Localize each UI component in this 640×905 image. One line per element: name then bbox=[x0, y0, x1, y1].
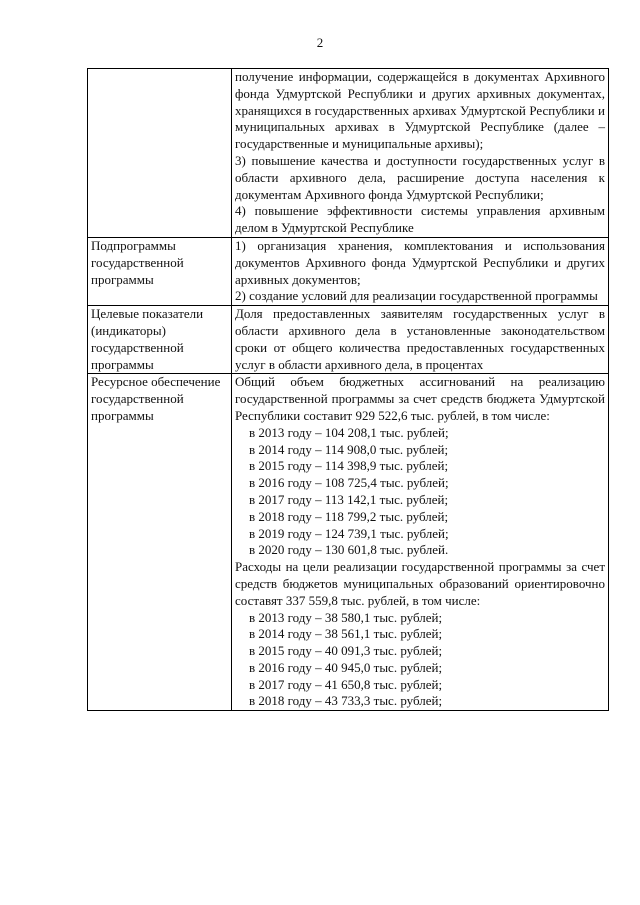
regional-year-line: в 2017 году – 113 142,1 тыс. рублей; bbox=[249, 491, 449, 507]
row-label-resources: Ресурсное обеспечение государственной программы bbox=[88, 374, 232, 711]
municipal-year-line: в 2016 году – 40 945,0 тыс. рублей; bbox=[249, 659, 443, 675]
regional-year-line: в 2013 году – 104 208,1 тыс. рублей; bbox=[249, 424, 449, 440]
table-row-objectives bbox=[88, 69, 609, 238]
objective-paragraph: 3) повышение качества и доступности государственных услуг в области архивного дела, расширение доступа населения к документам Архивного фонда Удмуртской Республики; bbox=[235, 152, 605, 202]
subprograms-cell bbox=[232, 237, 609, 305]
regional-year-line: в 2015 году – 114 398,9 тыс. рублей; bbox=[249, 458, 449, 474]
page-number: 2 bbox=[316, 35, 324, 50]
resources-intro-regional: Общий объем бюджетных ассигнований на реализацию государственной программы за счет средств бюджета Удмуртской Республики составит 929 522,6 тыс. рублей, в том числе: bbox=[235, 374, 605, 423]
program-passport-table bbox=[87, 68, 609, 711]
indicators-cell bbox=[232, 306, 609, 374]
subprogram-item: 1) организация хранения, комплектования и использования документов Архивного фонда Удмуртской Республики и других архивных документов; bbox=[235, 237, 605, 287]
regional-year-line: в 2018 году – 118 799,2 тыс. рублей; bbox=[249, 508, 449, 524]
municipal-year-line: в 2018 году – 43 733,3 тыс. рублей; bbox=[249, 693, 443, 709]
municipal-year-line: в 2014 году – 38 561,1 тыс. рублей; bbox=[249, 626, 443, 642]
objective-paragraph: 4) повышение эффективности системы управления архивным делом в Удмуртской Республике bbox=[235, 203, 605, 236]
resources-intro-municipal: Расходы на цели реализации государственной программы за счет средств бюджетов муниципальных образований ориентировочно составят 337 559,8 тыс. рублей, в том числе: bbox=[235, 559, 605, 608]
regional-year-line: в 2014 году – 114 908,0 тыс. рублей; bbox=[249, 441, 449, 457]
table-row-subprograms bbox=[88, 237, 609, 305]
objective-paragraph: получение информации, содержащейся в документах Архивного фонда Удмуртской Республики и других архивных документах, хранящихся в государственных архивах Удмуртской Республики и муниципальных архивах в Удмуртской Республике (далее – государственные и муниципальные архивы); bbox=[235, 69, 605, 152]
regional-year-line: в 2020 году – 130 601,8 тыс. рублей. bbox=[249, 542, 449, 558]
row-label-subprograms: Подпрограммы государственной программы bbox=[88, 237, 232, 305]
row-label-empty bbox=[88, 69, 232, 238]
objectives-cell bbox=[232, 69, 609, 238]
table-row-resources bbox=[88, 374, 609, 711]
regional-year-line: в 2016 году – 108 725,4 тыс. рублей; bbox=[249, 475, 449, 491]
municipal-year-line: в 2013 году – 38 580,1 тыс. рублей; bbox=[249, 609, 443, 625]
subprogram-item: 2) создание условий для реализации государственной программы bbox=[235, 288, 598, 304]
table-row-indicators bbox=[88, 306, 609, 374]
municipal-year-line: в 2017 году – 41 650,8 тыс. рублей; bbox=[249, 676, 443, 692]
indicator-text: Доля предоставленных заявителям государственных услуг в области архивного дела в установленные законодательством сроки от общего количества предоставленных государственных услуг в области архивного дела, в процентах bbox=[235, 306, 605, 372]
municipal-year-line: в 2015 году – 40 091,3 тыс. рублей; bbox=[249, 643, 443, 659]
resources-cell bbox=[232, 374, 609, 711]
row-label-indicators: Целевые показатели (индикаторы) государственной программы bbox=[88, 306, 232, 374]
regional-year-line: в 2019 году – 124 739,1 тыс. рублей; bbox=[249, 525, 449, 541]
